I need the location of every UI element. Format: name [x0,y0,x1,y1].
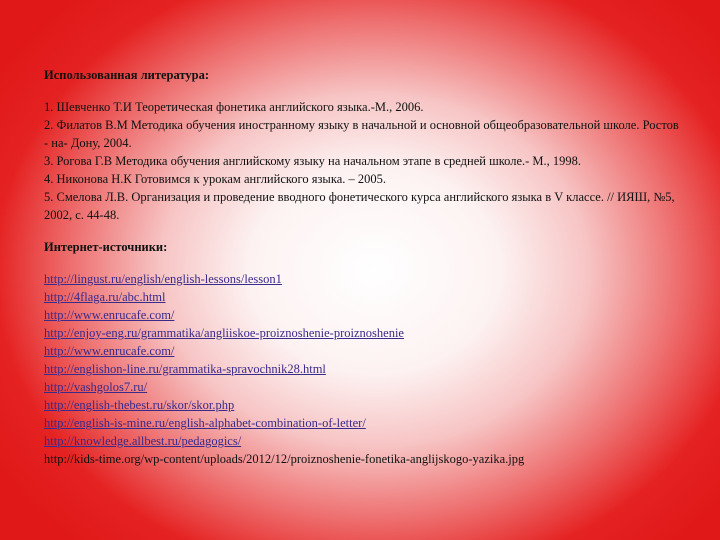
source-link[interactable]: http://enjoy-eng.ru/grammatika/angliiskoe-proiznoshenie-proiznoshenie [44,326,404,340]
internet-links-list [44,270,684,468]
source-link[interactable]: http://vashgolos7.ru/ [44,380,148,394]
internet-sources-heading: Интернет-источники: [44,240,168,254]
source-link[interactable]: http://english-thebest.ru/skor/skor.php [44,398,235,412]
source-link[interactable]: http://www.enrucafe.com/ [44,344,175,358]
literature-item: 3. Рогова Г.В Методика обучения английскому языку на начальном этапе в средней школе.- М., 1998. [44,154,582,168]
source-link[interactable]: http://english-is-mine.ru/english-alphabet-combination-of-letter/ [44,416,366,430]
literature-list [44,98,684,224]
source-link[interactable]: http://www.enrucafe.com/ [44,308,175,322]
literature-heading: Использованная литература: [44,68,209,82]
source-link[interactable]: http://4flaga.ru/abc.html [44,290,166,304]
source-text-url: http://kids-time.org/wp-content/uploads/2012/12/proiznoshenie-fonetika-anglijskogo-yazika.jpg [44,452,525,466]
source-link[interactable]: http://englishon-line.ru/grammatika-spravochnik28.html [44,362,326,376]
literature-item: 4. Никонова Н.К Готовимся к урокам английского языка. – 2005. [44,172,387,186]
literature-item: 1. Шевченко Т.И Теоретическая фонетика английского языка.-М., 2006. [44,100,424,114]
literature-item: 2. Филатов В.М Методика обучения иностранному языку в начальной и основной общеобразовательной школе. Ростов - на- Дону, 2004. [44,118,679,150]
slide-content [44,66,684,468]
source-link[interactable]: http://lingust.ru/english/english-lessons/lesson1 [44,272,282,286]
literature-item: 5. Смелова Л.В. Организация и проведение вводного фонетического курса английского языка в V классе. // ИЯШ, №5, 2002, с. 44-48. [44,190,675,222]
source-link[interactable]: http://knowledge.allbest.ru/pedagogics/ [44,434,242,448]
